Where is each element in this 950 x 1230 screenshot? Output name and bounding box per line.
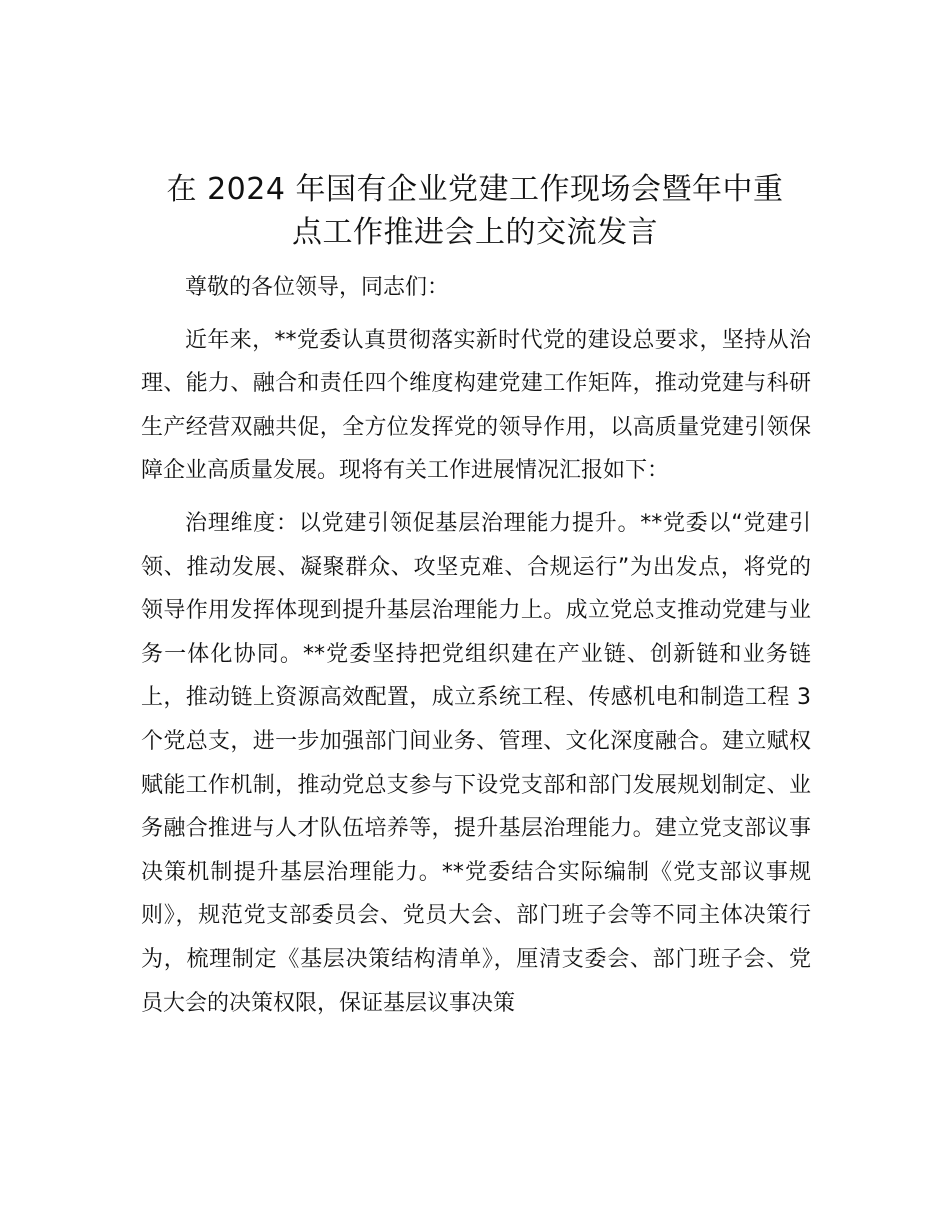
document-title xyxy=(120,168,830,254)
document-body xyxy=(141,266,811,1025)
title-line-2: 点工作推进会上的交流发言 xyxy=(292,215,658,250)
paragraph-governance: 治理维度：以党建引领促基层治理能力提升。**党委以“党建引领、推动发展、凝聚群众、攻坚克难、合规运行”为出发点，将党的领导作用发挥体现到提升基层治理能力上。成立党总支推动党建与业务一体化协同。**党委坚持把党组织建在产业链、创新链和业务链上，推动链上资源高效配置，成立系统工程、传感机电和制造工程 3 个党总支，进一步加强部门间业务、管理、文化深度融合。建立赋权赋能工作机制，推动党总支参与下设党支部和部门发展规划制定、业务融合推进与人才队伍培养等，提升基层治理能力。建立党支部议事决策机制提升基层治理能力。**党委结合实际编制《党支部议事规则》，规范党支部委员会、党员大会、部门班子会等不同主体决策行为，梳理制定《基层决策结构清单》，厘清支委会、部门班子会、党员大会的决策权限，保证基层议事决策 xyxy=(141,510,811,1016)
salutation: 尊敬的各位领导，同志们： xyxy=(185,275,450,300)
title-line-1: 在 2024 年国有企业党建工作现场会暨年中重 xyxy=(166,172,784,207)
paragraph-intro: 近年来，**党委认真贯彻落实新时代党的建设总要求，坚持从治理、能力、融合和责任四个维度构建党建工作矩阵，推动党建与科研生产经营双融共促，全方位发挥党的领导作用，以高质量党建引领保障企业高质量发展。现将有关工作进展情况汇报如下： xyxy=(141,327,811,484)
